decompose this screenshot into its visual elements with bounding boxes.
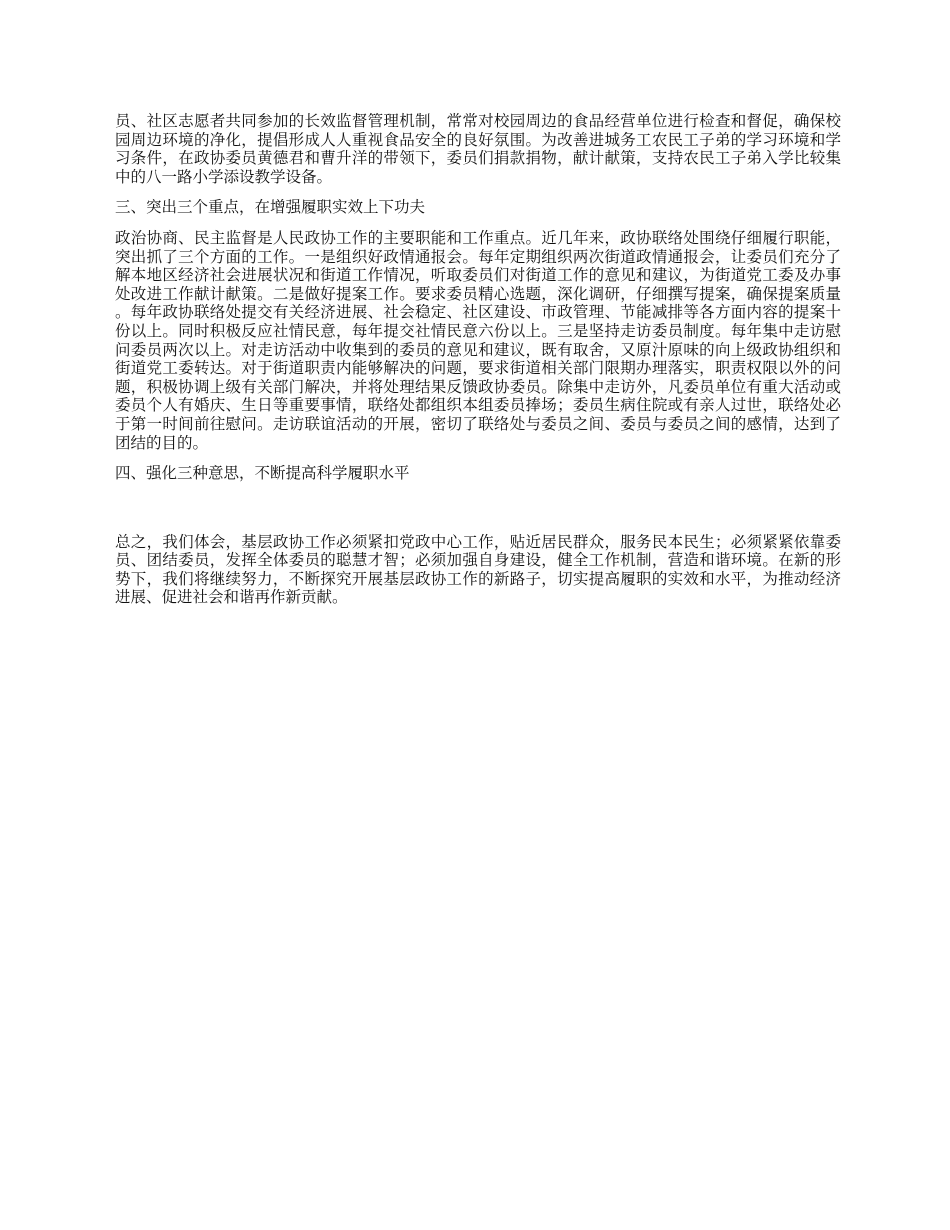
paragraph-conclusion: 总之，我们体会，基层政协工作必须紧扣党政中心工作，贴近居民群众，服务民本民生；必须紧紧依靠委员、团结委员，发挥全体委员的聪慧才智；必须加强自身建设，健全工作机制，营造和谐环境。在新的形势下，我们将继续努力，不断探究开展基层政协工作的新路子，切实提高履职的实效和水平，为推动经济进展、促进社会和谐再作新贡献。 (115, 532, 841, 607)
section-heading-four: 四、强化三种意思，不断提高科学履职水平 (115, 464, 410, 483)
paragraph-political-consultation: 政治协商、民主监督是人民政协工作的主要职能和工作重点。近几年来，政协联络处围绕仔细履行职能，突出抓了三个方面的工作。一是组织好政情通报会。每年定期组织两次街道政情通报会，让委员们充分了解本地区经济社会进展状况和街道工作情况，听取委员们对街道工作的意见和建议，为街道党工委及办事处改进工作献计献策。二是做好提案工作。要求委员精心选题，深化调研，仔细撰写提案，确保提案质量。每年政协联络处提交有关经济进展、社会稳定、社区建设、市政管理、节能减排等各方面内容的提案十份以上。同时积极反应社情民意，每年提交社情民意六份以上。三是坚持走访委员制度。每年集中走访慰问委员两次以上。对走访活动中收集到的委员的意见和建议，既有取舍，又原汁原味的向上级政协组织和街道党工委转达。对于街道职责内能够解决的问题，要求街道相关部门限期办理落实，职责权限以外的问题，积极协调上级有关部门解决，并将处理结果反馈政协委员。除集中走访外，凡委员单位有重大活动或委员个人有婚庆、生日等重要事情，联络处都组织本组委员捧场；委员生病住院或有亲人过世，联络处必于第一时间前往慰问。走访联谊活动的开展，密切了联络处与委员之间、委员与委员之间的感情，达到了团结的目的。 (115, 228, 841, 452)
paragraph-campus-food-safety: 员、社区志愿者共同参加的长效监督管理机制，常常对校园周边的食品经营单位进行检查和督促，确保校园周边环境的净化，提倡形成人人重视食品安全的良好氛围。为改善进城务工农民工子弟的学习环境和学习条件，在政协委员黄德君和曹升洋的带领下，委员们捐款捐物，献计献策，支持农民工子弟入学比较集中的八一路小学添设教学设备。 (115, 112, 841, 186)
blank-space (115, 495, 841, 533)
document-page (115, 112, 841, 619)
section-heading-three: 三、突出三个重点，在增强履职实效上下功夫 (115, 198, 426, 217)
